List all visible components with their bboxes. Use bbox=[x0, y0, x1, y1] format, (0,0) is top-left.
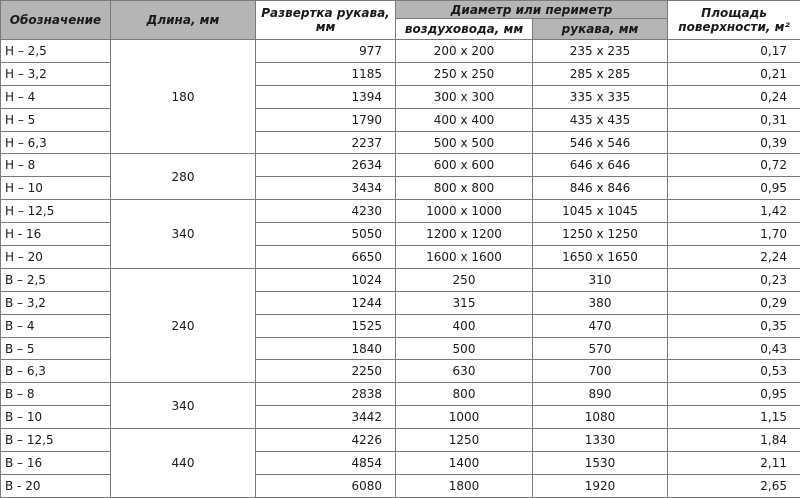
cell-sleeve-sweep: 6080 bbox=[256, 474, 396, 497]
cell-designation: В – 6,3 bbox=[1, 360, 111, 383]
cell-duct: 200 х 200 bbox=[396, 40, 533, 63]
cell-area: 0,23 bbox=[668, 268, 800, 291]
cell-designation: Н - 16 bbox=[1, 223, 111, 246]
cell-area: 0,72 bbox=[668, 154, 800, 177]
cell-area: 0,95 bbox=[668, 177, 800, 200]
cell-sleeve: 1920 bbox=[533, 474, 668, 497]
cell-duct: 1000 bbox=[396, 406, 533, 429]
cell-sleeve: 380 bbox=[533, 291, 668, 314]
cell-designation: Н – 4 bbox=[1, 85, 111, 108]
cell-designation: Н – 2,5 bbox=[1, 40, 111, 63]
cell-designation: Н – 10 bbox=[1, 177, 111, 200]
cell-area: 0,21 bbox=[668, 62, 800, 85]
cell-sleeve: 846 х 846 bbox=[533, 177, 668, 200]
cell-area: 2,24 bbox=[668, 246, 800, 269]
cell-sleeve: 310 bbox=[533, 268, 668, 291]
cell-sleeve-sweep: 1790 bbox=[256, 108, 396, 131]
cell-sleeve: 890 bbox=[533, 383, 668, 406]
header-diameter-group: Диаметр или периметр bbox=[396, 1, 668, 19]
cell-sleeve: 470 bbox=[533, 314, 668, 337]
cell-sleeve-sweep: 3442 bbox=[256, 406, 396, 429]
header-sleeve: рукава, мм bbox=[533, 19, 668, 40]
cell-area: 0,95 bbox=[668, 383, 800, 406]
cell-sleeve-sweep: 2237 bbox=[256, 131, 396, 154]
cell-sleeve-sweep: 1525 bbox=[256, 314, 396, 337]
cell-sleeve: 570 bbox=[533, 337, 668, 360]
cell-sleeve-sweep: 4230 bbox=[256, 200, 396, 223]
cell-duct: 1000 х 1000 bbox=[396, 200, 533, 223]
table-row bbox=[1, 40, 800, 63]
cell-duct: 1200 х 1200 bbox=[396, 223, 533, 246]
cell-designation: Н – 5 bbox=[1, 108, 111, 131]
cell-duct: 630 bbox=[396, 360, 533, 383]
header-duct: воздуховода, мм bbox=[396, 19, 533, 40]
cell-sleeve-sweep: 3434 bbox=[256, 177, 396, 200]
header-area: Площадь поверхности, м² bbox=[668, 1, 800, 40]
cell-area: 2,11 bbox=[668, 452, 800, 475]
cell-duct: 250 bbox=[396, 268, 533, 291]
cell-area: 1,15 bbox=[668, 406, 800, 429]
table-row bbox=[1, 154, 800, 177]
table-row bbox=[1, 200, 800, 223]
cell-area: 1,42 bbox=[668, 200, 800, 223]
cell-area: 0,24 bbox=[668, 85, 800, 108]
cell-length: 180 bbox=[111, 40, 256, 154]
cell-sleeve-sweep: 1185 bbox=[256, 62, 396, 85]
cell-sleeve: 335 х 335 bbox=[533, 85, 668, 108]
cell-sleeve-sweep: 1394 bbox=[256, 85, 396, 108]
cell-area: 0,17 bbox=[668, 40, 800, 63]
cell-area: 0,43 bbox=[668, 337, 800, 360]
cell-sleeve: 546 х 546 bbox=[533, 131, 668, 154]
cell-sleeve-sweep: 4854 bbox=[256, 452, 396, 475]
cell-area: 2,65 bbox=[668, 474, 800, 497]
cell-designation: В – 5 bbox=[1, 337, 111, 360]
cell-sleeve-sweep: 2838 bbox=[256, 383, 396, 406]
cell-sleeve: 1330 bbox=[533, 429, 668, 452]
cell-sleeve-sweep: 2634 bbox=[256, 154, 396, 177]
header-length: Длина, мм bbox=[111, 1, 256, 40]
cell-area: 0,31 bbox=[668, 108, 800, 131]
cell-sleeve-sweep: 5050 bbox=[256, 223, 396, 246]
cell-duct: 315 bbox=[396, 291, 533, 314]
cell-area: 0,35 bbox=[668, 314, 800, 337]
cell-designation: Н – 3,2 bbox=[1, 62, 111, 85]
cell-designation: Н – 6,3 bbox=[1, 131, 111, 154]
cell-length: 240 bbox=[111, 268, 256, 382]
cell-duct: 400 х 400 bbox=[396, 108, 533, 131]
cell-duct: 800 х 800 bbox=[396, 177, 533, 200]
cell-designation: В – 16 bbox=[1, 452, 111, 475]
cell-duct: 500 bbox=[396, 337, 533, 360]
cell-area: 1,70 bbox=[668, 223, 800, 246]
cell-duct: 250 х 250 bbox=[396, 62, 533, 85]
cell-designation: В – 8 bbox=[1, 383, 111, 406]
cell-sleeve: 700 bbox=[533, 360, 668, 383]
cell-designation: Н – 8 bbox=[1, 154, 111, 177]
cell-designation: В – 3,2 bbox=[1, 291, 111, 314]
cell-sleeve-sweep: 1840 bbox=[256, 337, 396, 360]
cell-sleeve-sweep: 2250 bbox=[256, 360, 396, 383]
cell-area: 0,29 bbox=[668, 291, 800, 314]
cell-designation: Н – 12,5 bbox=[1, 200, 111, 223]
cell-area: 1,84 bbox=[668, 429, 800, 452]
cell-sleeve: 1080 bbox=[533, 406, 668, 429]
cell-length: 280 bbox=[111, 154, 256, 200]
cell-designation: В – 12,5 bbox=[1, 429, 111, 452]
cell-sleeve: 1650 х 1650 bbox=[533, 246, 668, 269]
table-body bbox=[1, 40, 800, 498]
cell-duct: 400 bbox=[396, 314, 533, 337]
cell-sleeve: 1530 bbox=[533, 452, 668, 475]
cell-designation: В – 2,5 bbox=[1, 268, 111, 291]
cell-sleeve: 1250 х 1250 bbox=[533, 223, 668, 246]
table-row bbox=[1, 429, 800, 452]
cell-sleeve-sweep: 977 bbox=[256, 40, 396, 63]
cell-duct: 500 х 500 bbox=[396, 131, 533, 154]
cell-duct: 800 bbox=[396, 383, 533, 406]
cell-sleeve-sweep: 6650 bbox=[256, 246, 396, 269]
cell-sleeve: 435 х 435 bbox=[533, 108, 668, 131]
cell-sleeve: 285 х 285 bbox=[533, 62, 668, 85]
table-row bbox=[1, 268, 800, 291]
cell-duct: 600 х 600 bbox=[396, 154, 533, 177]
cell-length: 340 bbox=[111, 200, 256, 269]
cell-duct: 300 х 300 bbox=[396, 85, 533, 108]
cell-sleeve-sweep: 1024 bbox=[256, 268, 396, 291]
cell-area: 0,53 bbox=[668, 360, 800, 383]
cell-duct: 1400 bbox=[396, 452, 533, 475]
header-sleeve-sweep: Развертка рукава, мм bbox=[256, 1, 396, 40]
cell-designation: Н – 20 bbox=[1, 246, 111, 269]
cell-designation: В - 20 bbox=[1, 474, 111, 497]
cell-sleeve-sweep: 4226 bbox=[256, 429, 396, 452]
cell-area: 0,39 bbox=[668, 131, 800, 154]
cell-duct: 1600 х 1600 bbox=[396, 246, 533, 269]
table-header bbox=[1, 1, 800, 40]
cell-duct: 1800 bbox=[396, 474, 533, 497]
cell-sleeve: 1045 х 1045 bbox=[533, 200, 668, 223]
cell-sleeve: 235 х 235 bbox=[533, 40, 668, 63]
header-designation: Обозначение bbox=[1, 1, 111, 40]
cell-length: 440 bbox=[111, 429, 256, 498]
cell-sleeve-sweep: 1244 bbox=[256, 291, 396, 314]
cell-designation: В – 10 bbox=[1, 406, 111, 429]
table-row bbox=[1, 383, 800, 406]
cell-designation: В – 4 bbox=[1, 314, 111, 337]
cell-length: 340 bbox=[111, 383, 256, 429]
cell-sleeve: 646 х 646 bbox=[533, 154, 668, 177]
cell-duct: 1250 bbox=[396, 429, 533, 452]
